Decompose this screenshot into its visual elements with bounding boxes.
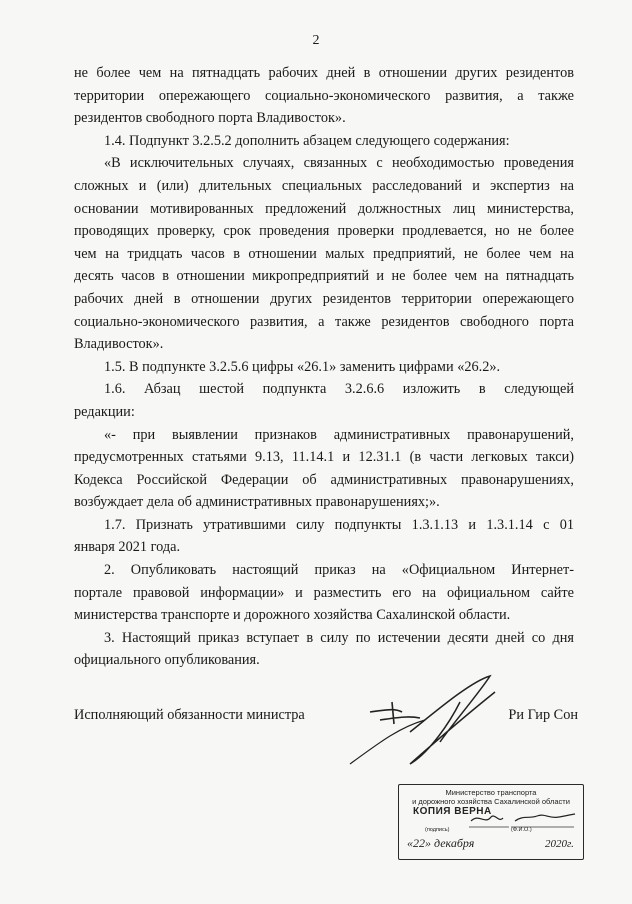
text-line: министерства транспорте и дорожного хозяйства Сахалинской области.: [74, 607, 511, 624]
text-line: 1.5. В подпункте 3.2.5.6 цифры «26.1» заменить цифрами «26.2».: [104, 358, 501, 375]
stamp-signature-caption: (подпись): [425, 827, 450, 833]
text-line: портале правовой информации» и разместить его на официальном сайте: [74, 584, 574, 601]
text-line: 1.7. Признать утратившими силу подпункты 1.3.1.13 и 1.3.1.14 с 01: [104, 516, 574, 533]
text-line: чем на тридцать часов в отношении малых предприятий, не более чем на: [74, 245, 574, 262]
text-line: проводящих проверку, срок проведения проверки продлевается, но не более: [74, 223, 574, 240]
text-line: сложных и (или) длительных специальных расследований и экспертиз на: [74, 177, 574, 194]
text-line: «В исключительных случаях, связанных с необходимостью проведения: [104, 155, 574, 172]
stamp-year: 2020г.: [545, 838, 574, 850]
stamp-copy-verified: КОПИЯ ВЕРНА: [413, 806, 492, 817]
stamp-date: «22» декабря: [407, 836, 475, 850]
text-line: 3. Настоящий приказ вступает в силу по истечении десяти дней со дня: [104, 629, 574, 646]
text-line: не более чем на пятнадцать рабочих дней в отношении других резидентов: [74, 65, 574, 81]
text-line: «- при выявлении признаков административных правонарушений,: [104, 426, 574, 443]
text-line: 2. Опубликовать настоящий приказ на «Официальном Интернет-: [104, 562, 574, 579]
text-line: официального опубликования.: [74, 652, 260, 669]
text-line: редакции:: [74, 403, 135, 420]
signer-name: Ри Гир Сон: [508, 707, 578, 723]
text-line: 1.6. Абзац шестой подпункта 3.2.6.6 изложить в следующей: [104, 381, 574, 398]
signer-position: Исполняющий обязанности министра: [74, 707, 305, 723]
text-line: предусмотренных статьями 9.13, 11.14.1 и 12.31.1 (в части легковых такси): [74, 449, 574, 466]
text-line: десять часов в отношении микропредприятий и не более чем на пятнадцать: [74, 268, 574, 285]
text-line: территории опережающего социально-экономического развития, а также: [74, 87, 574, 104]
text-line: 1.4. Подпункт 3.2.5.2 дополнить абзацем следующего содержания:: [104, 132, 510, 149]
text-line: января 2021 года.: [74, 539, 181, 556]
text-line: Кодекса Российской Федерации об административных правонарушениях,: [74, 471, 574, 488]
text-line: резидентов свободного порта Владивосток».: [74, 110, 346, 127]
document-body: [74, 62, 574, 672]
text-line: социально-экономического развития, а также резидентов свободного порта: [74, 313, 574, 330]
stamp-handwriting: [399, 785, 583, 859]
text-line: Владивосток».: [74, 336, 164, 353]
certification-stamp: [398, 784, 584, 860]
stamp-name-caption: (Ф.И.О.): [511, 827, 532, 833]
stamp-ministry-line: и дорожного хозяйства Сахалинской области: [412, 797, 570, 806]
handwritten-signature: [340, 672, 520, 767]
text-line: возбуждает дела об административных правонарушениях;».: [74, 494, 440, 511]
text-line: рабочих дней в отношении других резидентов территории опережающего: [74, 290, 574, 307]
page-number: 2: [312, 33, 320, 48]
stamp-ministry-line: Министерство транспорта: [445, 788, 537, 797]
text-line: основании мотивированных предложений должностных лиц министерства,: [74, 200, 574, 217]
